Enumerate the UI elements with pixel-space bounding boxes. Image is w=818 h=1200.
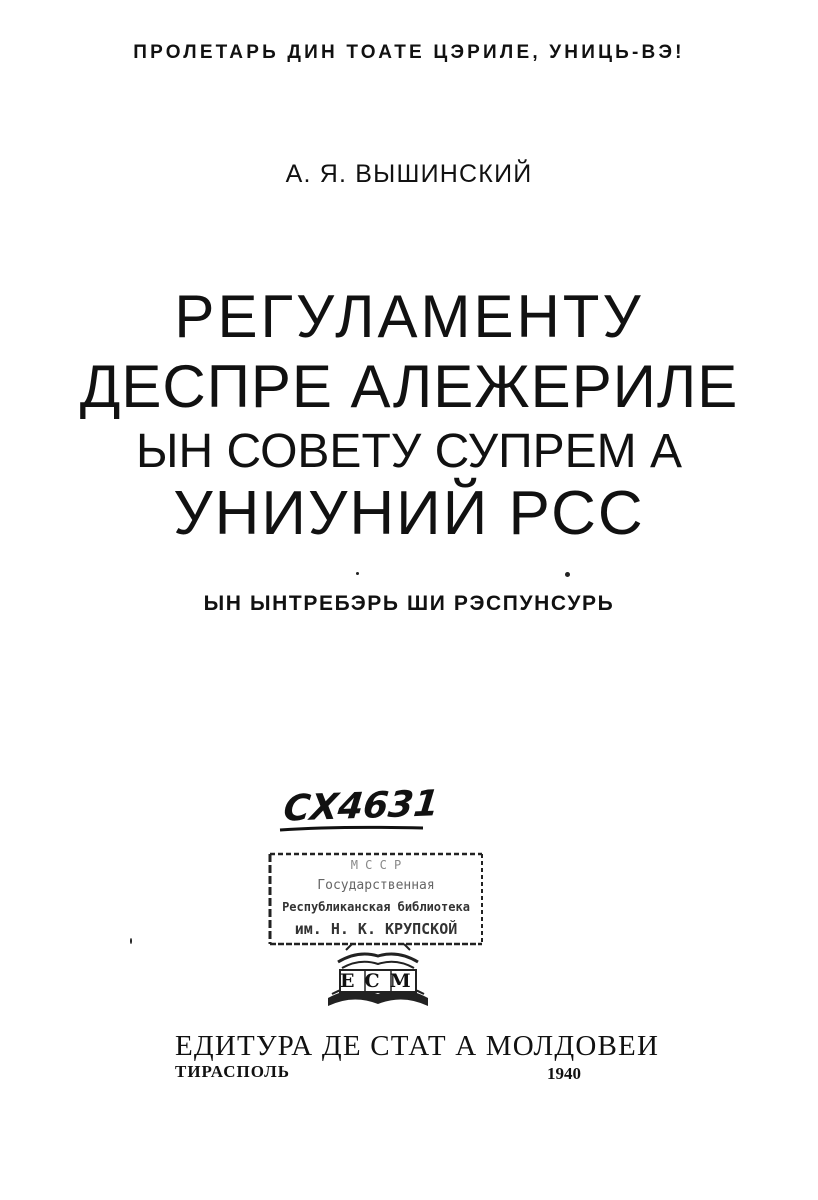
library-stamp xyxy=(266,850,486,948)
year: 1940 xyxy=(547,1064,581,1083)
publisher: ЕДИТУРА ДЕ СТАТ А МОЛДОВЕИ xyxy=(175,1030,660,1062)
handwritten-underline xyxy=(278,822,428,836)
title-line-4: УНИУНИЙ РСС xyxy=(173,479,645,548)
city: ТИРАСПОЛЬ xyxy=(175,1062,290,1081)
ink-speck xyxy=(130,938,132,944)
handwritten-accession-mark: СХ4631 xyxy=(281,783,441,830)
title-line-2: ДЕСПРЕ АЛЕЖЕРИЛЕ xyxy=(79,353,739,420)
stamp-line: им. Н. К. КРУПСКОЙ xyxy=(294,920,458,938)
ink-speck xyxy=(565,572,570,577)
subtitle: ЫН ЫНТРЕБЭРЬ ШИ РЭСПУНСУРЬ xyxy=(203,592,615,615)
motto: ПРОЛЕТАРЬ ДИН ТОАТЕ ЦЭРИЛЕ, УНИЦЬ-ВЭ! xyxy=(133,42,685,63)
title-line-1: РЕГУЛАМЕНТУ xyxy=(174,283,644,350)
stamp-line: М С С Р xyxy=(350,858,402,872)
stamp-line: Республиканская библиотека xyxy=(282,900,470,914)
author: А. Я. ВЫШИНСКИЙ xyxy=(285,160,533,188)
emblem-text: ЕСМ xyxy=(340,970,421,992)
stamp-line: Государственная xyxy=(317,878,435,893)
ink-speck xyxy=(356,572,359,575)
title-line-3: ЫН СОВЕТУ СУПРЕМ А xyxy=(135,425,683,478)
